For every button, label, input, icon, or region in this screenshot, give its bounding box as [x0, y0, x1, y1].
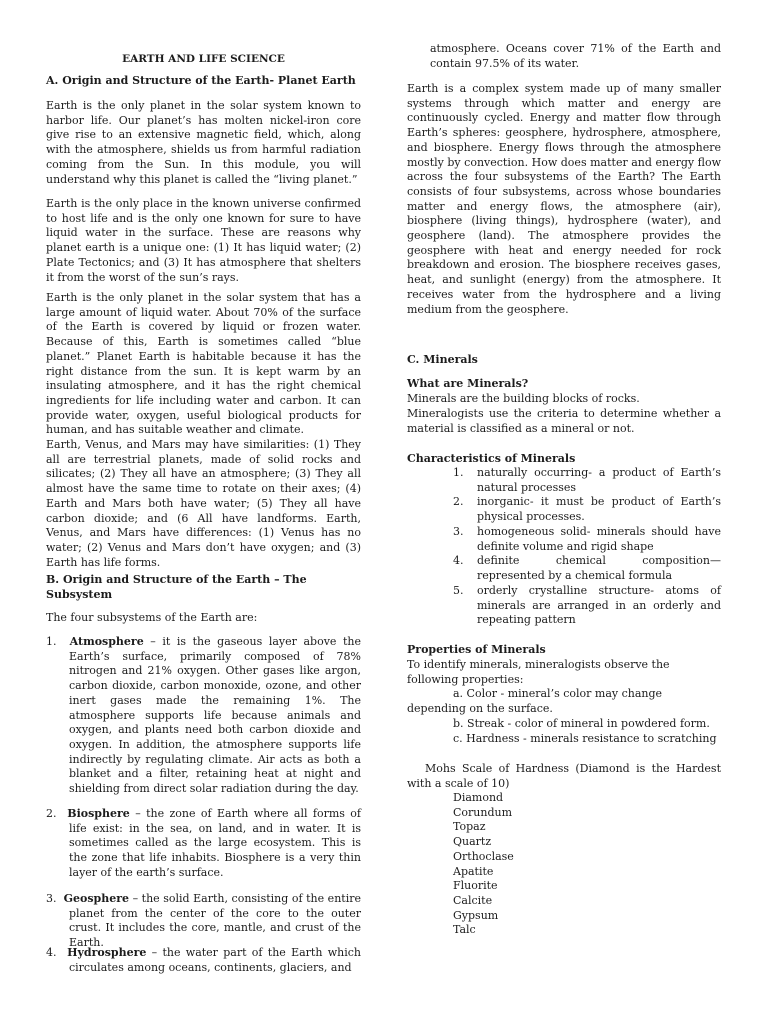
section-b-title-line-1: B. Origin and Structure of the Earth – The	[46, 573, 307, 586]
section-a-title: A. Origin and Structure of the Earth- Planet Earth	[46, 74, 356, 87]
mohs-mineral: Calcite	[453, 893, 493, 907]
subsystem-num: 2.	[46, 807, 57, 820]
mohs-mineral: Talc	[453, 923, 476, 937]
mohs-mineral: Apatite	[453, 864, 494, 878]
subsystem-text: – the zone of Earth where all forms of life exist: in the sea, on land, and in water. It is sometimes called as the large ecosystem. This is the zone that life inhabits. Biosphere is a very thin layer of the earth’s surface.	[69, 807, 361, 879]
mohs-mineral: Quartz	[453, 835, 492, 849]
characteristic-text: inorganic- it must be product of Earth’s physical processes.	[477, 495, 721, 523]
subsystem-item-geosphere	[46, 892, 361, 951]
subsystem-num: 4.	[46, 946, 57, 959]
characteristic-item	[407, 554, 721, 583]
characteristic-item	[407, 495, 721, 524]
what-are-minerals-title: What are Minerals?	[407, 377, 529, 390]
characteristic-text: definite chemical composition—represented by a chemical formula	[477, 554, 721, 582]
section-a-paragraph-3: Earth is the only planet in the solar system that has a large amount of liquid water. About 70% of the surface of the Earth is covered by liquid or frozen water. Because of this, Earth is sometimes called “blue planet.” Planet Earth is habitable because it has the right distance from the sun. It is kept warm by an insulating atmosphere, and it has the right chemical ingredients for life including water and carbon. It can provide water, oxygen, useful biological products for human, and has suitable weather and climate.	[46, 291, 361, 437]
subsystem-term: Atmosphere	[69, 635, 144, 648]
subsystem-text: – it is the gaseous layer above the Earth’s surface, primarily composed of 78% nitrogen and 21% oxygen. Other gases like argon, carbon dioxide, carbon monoxide, ozone, and other inert gases made the remaining 1%. The atmosphere supports life because animals and oxygen, and plants need both carbon dioxide and oxygen. In addition, the atmosphere supports life indirectly by regulating climate. Air acts as both a blanket and a filter, retaining heat at night and shielding from direct solar radiation during the day.	[69, 635, 361, 796]
section-c-title: C. Minerals	[407, 353, 478, 366]
subsystem-term: Hydrosphere	[67, 946, 147, 959]
characteristic-num: 3.	[453, 525, 464, 538]
subsystem-item-biosphere	[46, 807, 361, 881]
subsystem-num: 3.	[46, 892, 57, 905]
subsystem-term: Biosphere	[67, 807, 130, 820]
hydrosphere-continuation: atmosphere. Oceans cover 71% of the Earth and contain 97.5% of its water.	[430, 42, 721, 70]
mohs-mineral: Diamond	[453, 791, 504, 804]
characteristic-text: naturally occurring- a product of Earth’s natural processes	[477, 466, 721, 494]
section-a-paragraph-1: Earth is the only planet in the solar system known to harbor life. Our planet’s has molten nickel-iron core give rise to an extensive magnetic field, which, along with the atmosphere, shields us from harmful radiation coming from the Sun. In this module, you will understand why this planet is called the “living planet.”	[46, 99, 361, 186]
section-b-title	[46, 573, 361, 602]
property-hardness: c. Hardness - minerals resistance to scratching	[453, 732, 717, 745]
characteristic-num: 1.	[453, 466, 464, 479]
what-are-minerals-line-2: Mineralogists use the criteria to determine whether a material is classified as a mineral or not.	[407, 407, 721, 435]
characteristic-num: 4.	[453, 554, 464, 567]
characteristic-item	[407, 525, 721, 554]
document-title: EARTH AND LIFE SCIENCE	[122, 53, 285, 65]
mohs-mineral: Topaz	[453, 820, 486, 834]
section-b-title-line-2: Subsystem	[46, 587, 113, 601]
characteristic-item	[407, 584, 721, 628]
mohs-scale-list	[453, 791, 514, 938]
subsystem-num: 1.	[46, 635, 57, 648]
subsystem-term: Geosphere	[63, 892, 130, 905]
mohs-scale-intro: Mohs Scale of Hardness (Diamond is the Hardest with a scale of 10)	[407, 762, 721, 790]
property-color: a. Color - mineral’s color may change depending on the surface.	[407, 687, 663, 715]
subsystem-text: – the water part of the Earth which circulates among oceans, continents, glaciers, and	[69, 946, 361, 974]
characteristic-num: 5.	[453, 584, 464, 597]
section-a-paragraph-2: Earth is the only place in the known universe confirmed to host life and is the only one known for sure to have liquid water in the surface. These are reasons why planet earth is a unique one: (1) It has liquid water; (2) Plate Tectonics; and (3) It has atmosphere that shelters it from the worst of the sun’s rays.	[46, 197, 361, 284]
subsystem-item-hydrosphere	[46, 946, 361, 975]
property-streak: b. Streak - color of mineral in powdered form.	[453, 717, 710, 730]
subsystems-intro: The four subsystems of the Earth are:	[46, 611, 258, 624]
what-are-minerals-line-1: Minerals are the building blocks of rocks.	[407, 392, 640, 405]
characteristics-title: Characteristics of Minerals	[407, 452, 576, 465]
mohs-mineral: Corundum	[453, 805, 513, 819]
characteristic-text: orderly crystalline structure- atoms of minerals are arranged in an orderly and repeating pattern	[477, 584, 721, 627]
mohs-mineral: Orthoclase	[453, 849, 514, 863]
characteristic-item	[407, 466, 721, 495]
characteristic-text: homogeneous solid- minerals should have definite volume and rigid shape	[477, 525, 721, 553]
properties-title: Properties of Minerals	[407, 643, 546, 656]
subsystem-item-atmosphere	[46, 635, 361, 797]
mohs-mineral: Fluorite	[453, 879, 498, 893]
section-a-paragraph-4: Earth, Venus, and Mars may have similarities: (1) They all are terrestrial planets, made of solid rocks and silicates; (2) They all have an atmosphere; (3) They all almost have the same time to rotate on their axes; (4) Earth and Mars both have water; (5) They all have carbon dioxide; and (6 All have landforms. Earth, Venus, and Mars have differences: (1) Venus has no water; (2) Venus and Mars don’t have oxygen; and (3) Earth has life forms.	[46, 438, 361, 569]
characteristic-num: 2.	[453, 495, 464, 508]
mohs-mineral: Gypsum	[453, 908, 499, 922]
subsystem-text: – the solid Earth, consisting of the entire planet from the center of the core to the outer crust. It includes the core, mantle, and crust of the Earth.	[69, 892, 361, 950]
properties-intro: To identify minerals, mineralogists observe the following properties:	[407, 658, 670, 686]
complex-system-paragraph: Earth is a complex system made up of many smaller systems through which matter and energy are continuously cycled. Energy and matter flow through Earth’s spheres: geosphere, hydrosphere, atmosphere, and biosphere. Energy flows through the atmosphere mostly by convection. How does matter and energy flow across the four subsystems of the Earth? The Earth consists of four subsystems, across whose boundaries matter and energy flows, the atmosphere (air), biosphere (living things), hydrosphere (water), and geosphere (land). The atmosphere provides the geosphere with heat and energy needed for rock breakdown and erosion. The biosphere receives gases, heat, and sunlight (energy) from the atmosphere. It receives water from the hydrosphere and a living medium from the geosphere.	[407, 82, 721, 316]
